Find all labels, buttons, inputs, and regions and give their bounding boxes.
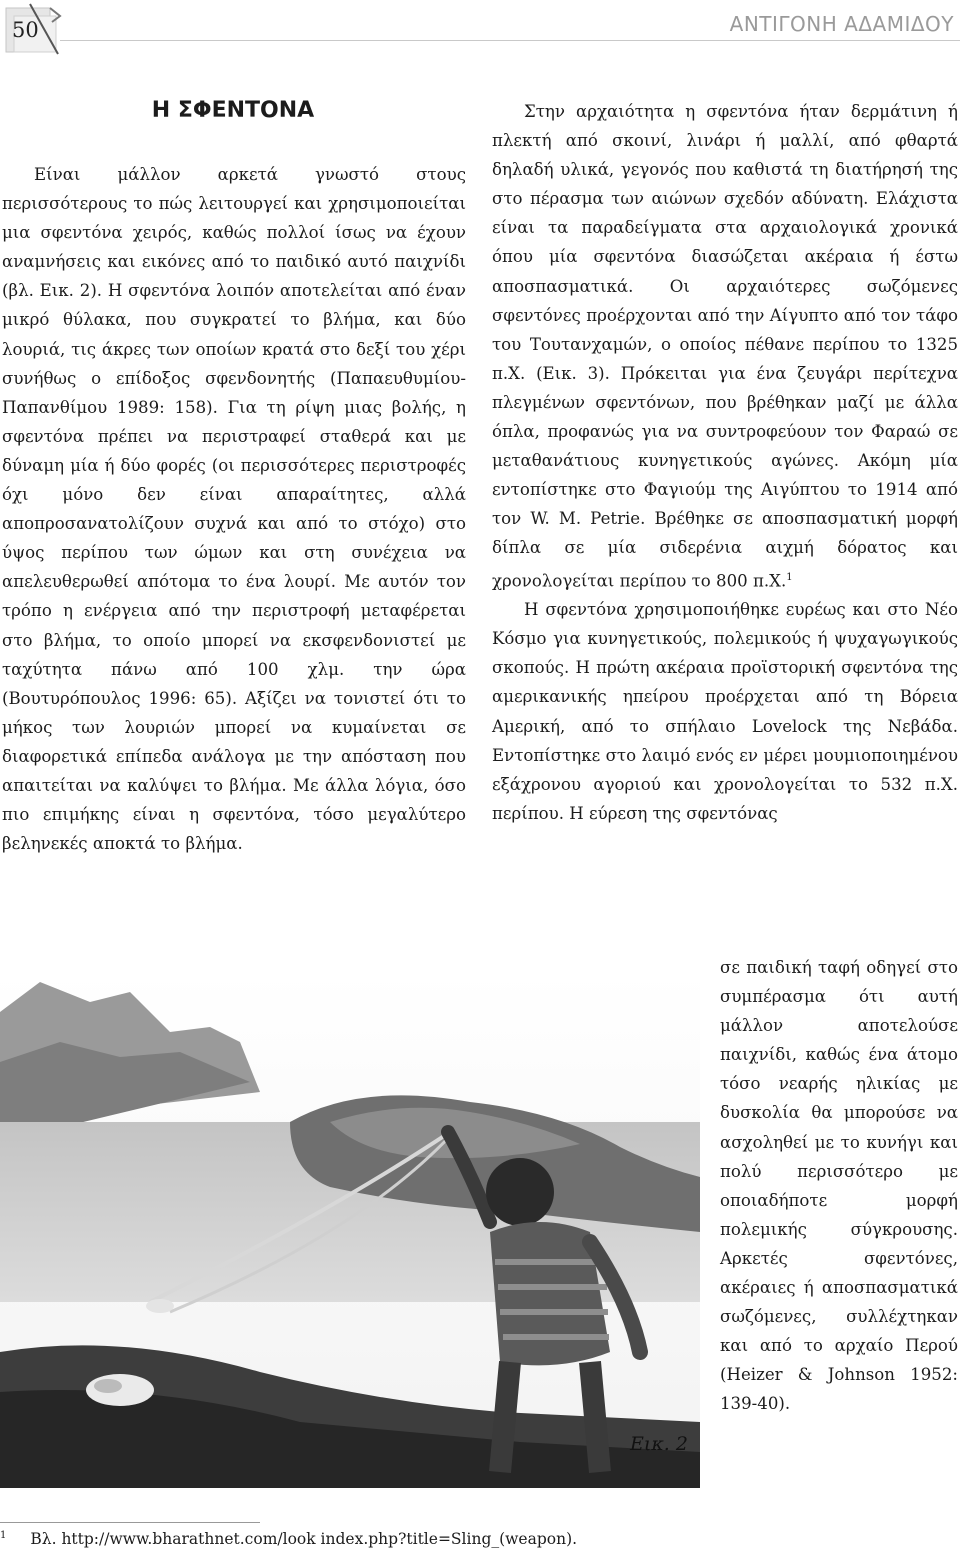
figure-2-photo [0, 972, 700, 1488]
running-head-author: ΑΝΤΙΓΟΝΗ ΑΔΑΜΙΔΟΥ [729, 12, 954, 36]
photo-cap [86, 1374, 154, 1406]
right-column [492, 97, 958, 828]
footnote-reference[interactable]: 1 [786, 571, 793, 583]
right-paragraph-2-continuation: σε παιδική ταφή οδηγεί στο συμπέρασμα ότι αυτή μάλλον αποτελούσε παιχνίδι, καθώς ένα άτομο τόσο νεαρής ηλικίας με δυσκολία θα μπορούσε να ασχοληθεί με το κυνήγι και πολύ περισσότερο με οποιαδήποτε μορφή πολεμικής σύγκρουσης. Αρκετές σφεντόνες, ακέραιες ή αποσπασματικά σωζόμενες, συλλέχτηκαν και από το αρχαίο Περού (Heizer & Johnson 1952: 139-40). [720, 958, 958, 1414]
figure-2-caption: Εικ. 2 [630, 1433, 688, 1455]
left-column [2, 160, 466, 858]
left-paragraph-1: Είναι μάλλον αρκετά γνωστό στους περισσότερους το πώς λειτουργεί και χρησιμοποιείται μια σφεντόνα χειρός, καθώς πολλοί ίσως να έχουν αναμνήσεις και εικόνες από το παιδικό αυτό παιχνίδι (βλ. Εικ. 2). Η σφεντόνα λοιπόν αποτελείται από έναν μικρό θύλακα, που συγκρατεί το βλήμα, και δύο λουριά, τις άκρες των οποίων κρατά στο δεξί του χέρι συνήθως ο επίδοξος σφενδονητής (Παπαευθυμίου-Παπανθίμου 1989: 158). Για τη ρίψη μιας βολής, η σφεντόνα πρέπει να περιστραφεί σταθερά και με δύναμη μία ή δύο φορές (οι περισσότερες περιστροφές όχι μόνο δεν είναι απαραίτητες, αλλά αποπροσανατολίζουν συχνά και από το στόχο) στο ύψος περίπου των ώμων και στη συνέχεια να απελευθερωθεί απότομα το ένα λουρί. Με αυτόν τον τρόπο η ενέργεια από την περιστροφή μεταφέρεται στο βλήμα, το οποίο μπορεί να εκσφενδονιστεί με ταχύτητα πάνω από 100 χλμ. την ώρα (Βουτυρόπουλος 1996: 65). Αξίζει να τονιστεί ότι το μήκος των λουριών μπορεί να κυμαίνεται σε διαφορετικά επίπεδα ανάλογα με την απόσταση που απαιτείται να καλύψει το βλήμα. Με άλλα λόγια, όσο πιο επιμήκης είναι η σφεντόνα, τόσο μεγαλύτερο βεληνεκές αποκτά το βλήμα. [2, 165, 466, 854]
page-number: 50 [12, 18, 39, 42]
article-title: Η ΣΦΕΝΤΟΝΑ [151, 98, 315, 123]
footnote-number: 1 [0, 1530, 7, 1541]
footnote-text: Βλ. http://www.bharathnet.com/look index.php?title=Sling_(weapon). [30, 1530, 578, 1549]
right-paragraph-2: Η σφεντόνα χρησιμοποιήθηκε ευρέως και στο Νέο Κόσμο για κυνηγετικούς, πολεμικούς ή ψυχαγωγικούς σκοπούς. Η πρώτη ακέραια προϊστορική σφεντόνα της αμερικανικής ηπείρου προέρχεται από τη Βόρεια Αμερική, από το σπήλαιο Lovelock της Νεβάδα. Εντοπίστηκε στο λαιμό ενός εν μέρει μουμιοποιημένου εξάχρονου αγοριού και χρονολογείται το 532 π.Χ. περίπου. Η εύρεση της σφεντόνας [492, 600, 958, 823]
footnote [0, 1530, 577, 1548]
right-paragraph-1-text: Στην αρχαιότητα η σφεντόνα ήταν δερμάτινη ή πλεκτή από σκοινί, λινάρι ή μαλλί, από φθαρτά δηλαδή υλικά, γεγονός που καθιστά τη διατήρησή της στο πέρασμα των αιώνων σχεδόν αδύνατη. Ελάχιστα είναι τα παραδείγματα στα αρχαιολογικά χρονικά όπου μία σφεντόνα διασώζεται ακέραια ή έστω αποσπασματικά. Οι αρχαιότερες σωζόμενες σφεντόνες προέρχονται από την Αίγυπτο από τον τάφο του Τουτανχαμών, ο οποίος πέθανε περίπου το 1325 π.Χ. (Εικ. 3). Πρόκειται για ένα ζευγάρι περίτεχνα πλεγμένων σφεντόνων, που βρέθηκαν μαζί με άλλα όπλα, προφανώς για να συντροφεύουν τον Φαραώ σε μεταθανάτιους κυνηγετικούς αγώνες. Ακόμη μία εντοπίστηκε στο Φαγιούμ της Αιγύπτου το 1914 από τον W. M. Petrie. Βρέθηκε σε αποσπασματική μορφή δίπλα σε μία σιδερένια αιχμή δόρατος και χρονολογείται περίπου το 800 π.Χ. [492, 102, 958, 591]
header-rule [60, 40, 960, 41]
right-column-continuation [720, 953, 958, 1419]
footnote-rule [0, 1522, 260, 1523]
right-paragraph-1 [492, 97, 958, 595]
